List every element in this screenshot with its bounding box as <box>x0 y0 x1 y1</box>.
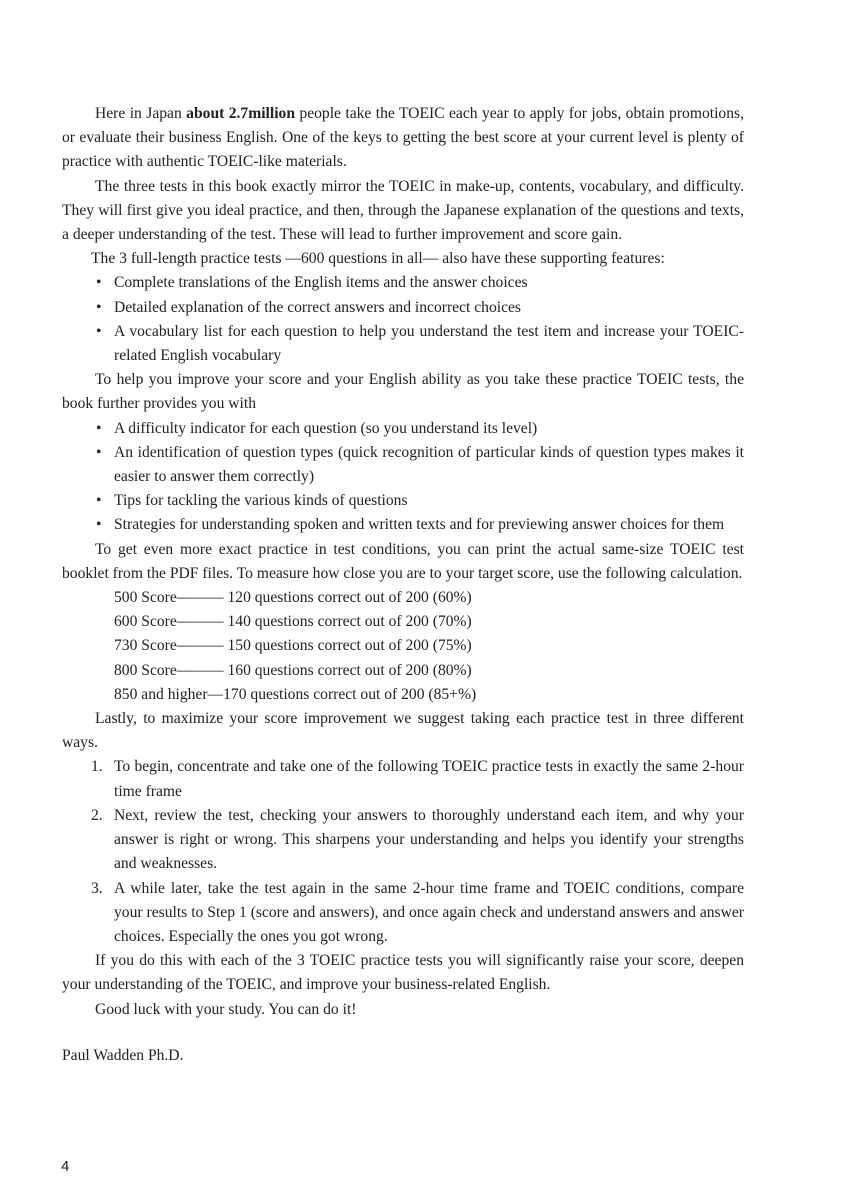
paragraph-supporting-features: The 3 full-length practice tests ―600 questions in all― also have these supporting features: <box>91 250 665 268</box>
author-signature: Paul Wadden Ph.D. <box>62 1046 184 1064</box>
bullet-mark: • <box>96 516 102 534</box>
list-item: • Complete translations of the English items and the answer choices <box>62 271 744 295</box>
list-item: • Tips for tackling the various kinds of questions <box>62 489 744 513</box>
bullet-mark: • <box>96 322 102 340</box>
list-item: • An identification of question types (quick recognition of particular kinds of question types makes it easier to answer them correctly) <box>62 441 744 489</box>
score-row: 600 Score――― 140 questions correct out of 200 (70%) <box>114 613 472 631</box>
score-row: 800 Score――― 160 questions correct out of 200 (80%) <box>114 661 472 679</box>
list-item: 3. A while later, take the test again in the same 2-hour time frame and TOEIC conditions, compare your results to Step 1 (score and answers), and once again check and understand answers and answer choices. Especially the ones you got wrong. <box>62 877 744 950</box>
bullet-mark: • <box>96 274 102 292</box>
step-number: 2. <box>91 806 103 824</box>
intro-paragraph: Here in Japan about 2.7million people take the TOEIC each year to apply for jobs, obtain promotions, or evaluate their business English. One of the keys to getting the best score at your current level is plenty of practice with authentic TOEIC-like materials. <box>62 105 744 171</box>
step-number: 3. <box>91 879 103 897</box>
paragraph-three-ways: Lastly, to maximize your score improvement we suggest taking each practice test in three different ways. <box>62 710 744 752</box>
step-number: 1. <box>91 758 103 776</box>
list-item: • Strategies for understanding spoken and written texts and for previewing answer choices for them <box>62 513 744 537</box>
steps-list <box>62 755 744 949</box>
paragraph-exact-practice: To get even more exact practice in test conditions, you can print the actual same-size TOEIC test booklet from the PDF files. To measure how close you are to your target score, use the following calculation. <box>62 540 744 582</box>
bullet-mark: • <box>96 492 102 510</box>
provisions-list <box>62 417 744 538</box>
list-item: • A difficulty indicator for each question (so you understand its level) <box>62 417 744 441</box>
list-item: • Detailed explanation of the correct answers and incorrect choices <box>62 296 744 320</box>
score-row: 730 Score――― 150 questions correct out of 200 (75%) <box>114 637 472 655</box>
paragraph-tests-mirror: The three tests in this book exactly mirror the TOEIC in make-up, contents, vocabulary, and difficulty. They will first give you ideal practice, and then, through the Japanese explanation of the questions and texts, a deeper understanding of the test. These will lead to further improvement and score gain. <box>62 177 744 244</box>
paragraph-good-luck: Good luck with your study. You can do it! <box>95 1000 357 1018</box>
paragraph-further-provides: To help you improve your score and your English ability as you take these practice TOEIC tests, the book further provides you with <box>62 371 744 413</box>
document-body <box>62 102 744 1068</box>
features-list <box>62 271 744 368</box>
score-table <box>62 586 744 707</box>
bullet-mark: • <box>96 443 102 461</box>
list-item: 2. Next, review the test, checking your answers to thoroughly understand each item, and why your answer is right or wrong. This sharpens your understanding and helps you identify your strengths and weaknesses. <box>62 804 744 877</box>
score-row: 500 Score――― 120 questions correct out of 200 (60%) <box>114 589 472 607</box>
intro-bold-figure: about 2.7million <box>186 105 295 122</box>
score-row: 850 and higher―170 questions correct out of 200 (85+%) <box>114 685 477 703</box>
bullet-mark: • <box>96 419 102 437</box>
bullet-mark: • <box>96 298 102 316</box>
list-item: • A vocabulary list for each question to help you understand the test item and increase your TOEIC-related English vocabulary <box>62 320 744 368</box>
list-item: 1. To begin, concentrate and take one of the following TOEIC practice tests in exactly the same 2-hour time frame <box>62 755 744 803</box>
page-number: 4 <box>61 1158 70 1175</box>
paragraph-raise-score: If you do this with each of the 3 TOEIC practice tests you will significantly raise your score, deepen your understanding of the TOEIC, and improve your business-related English. <box>62 952 744 994</box>
